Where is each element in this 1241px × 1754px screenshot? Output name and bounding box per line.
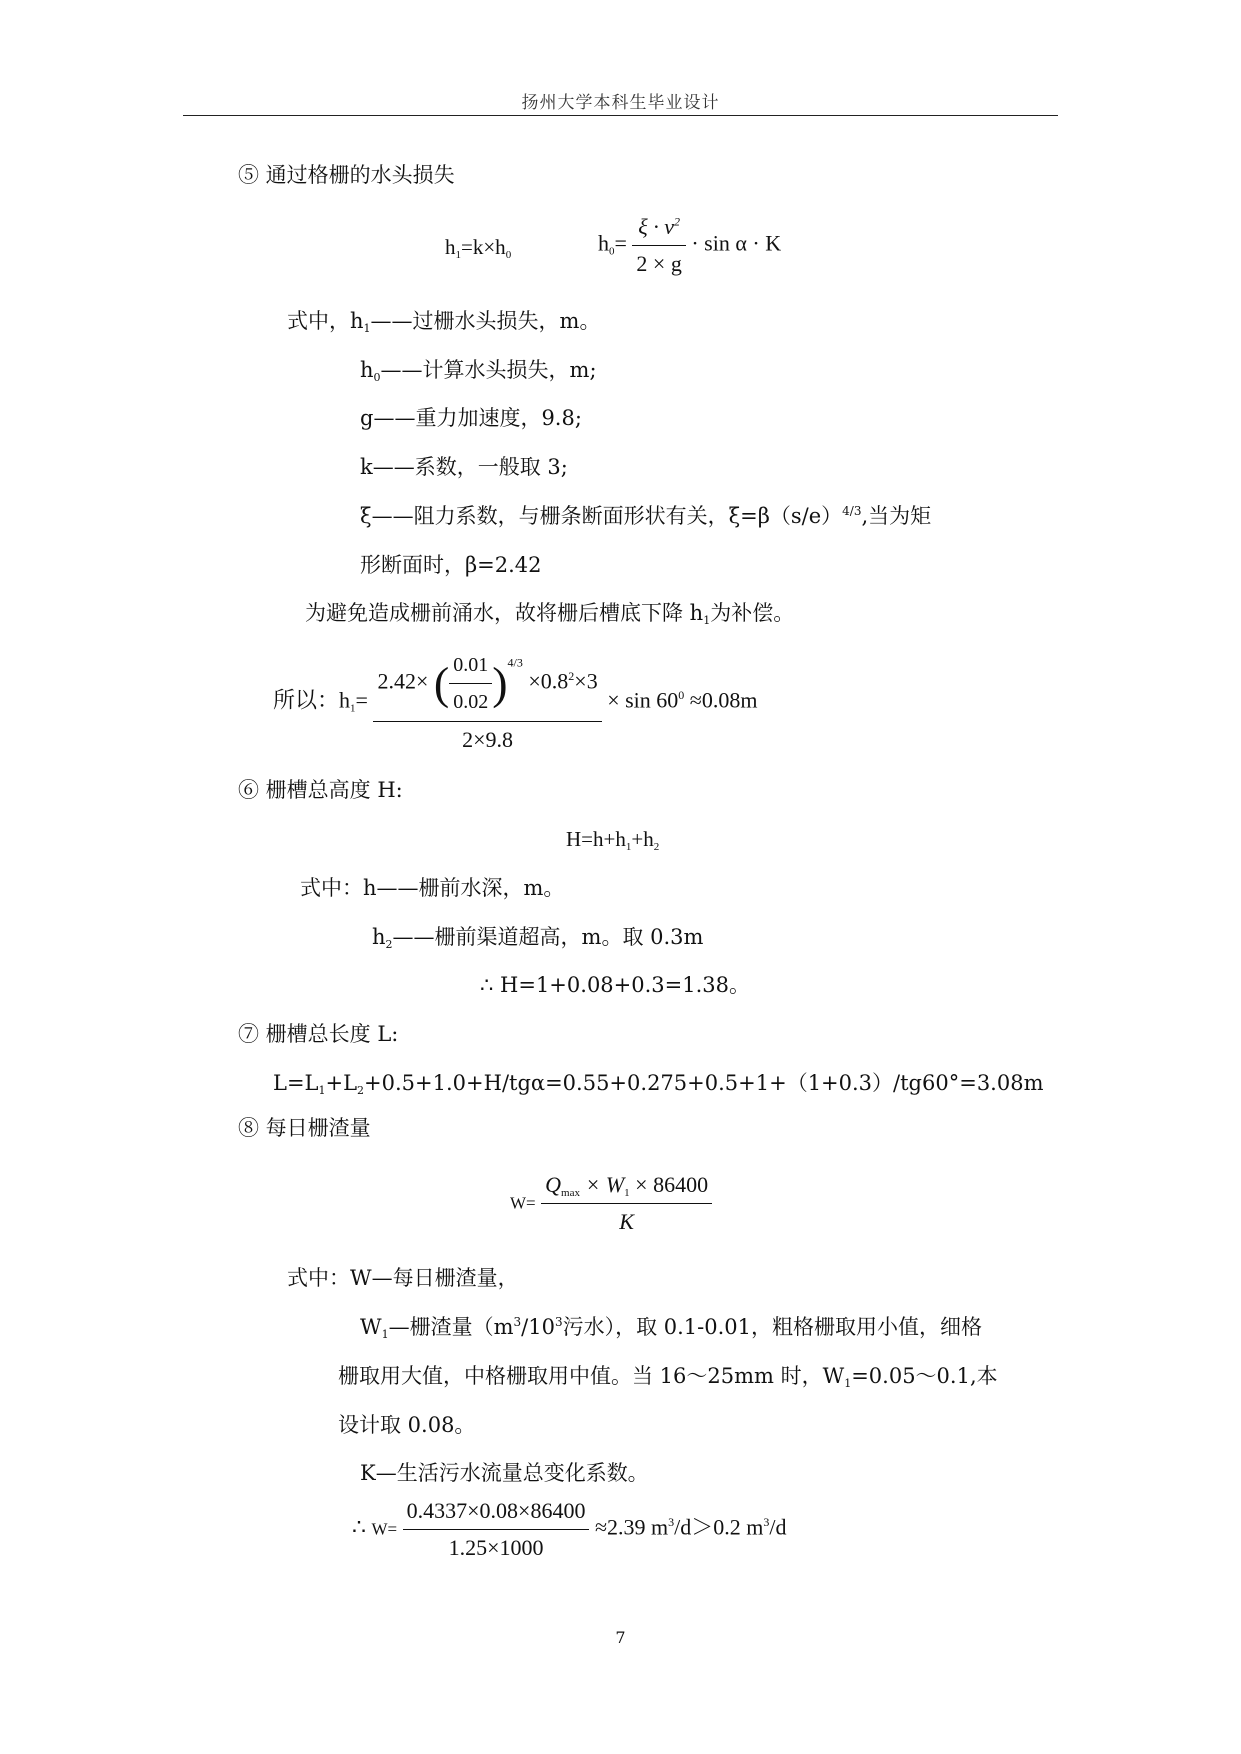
where-k: k——系数，一般取 3; — [360, 455, 568, 479]
formula-h0: $h_0=$ $\frac{\xi \cdot v^2}{2 \times g}$ · sin α · K — [598, 212, 781, 279]
therefore-H: ∴ H=1+0.08+0.3=1.38。 — [480, 973, 751, 997]
where-W: 式中：W—每日栅渣量， — [287, 1266, 519, 1290]
section-8-heading: ⑧ 每日栅渣量 — [238, 1116, 371, 1140]
section-5-heading: ⑤ 通过格栅的水头损失 — [238, 163, 455, 187]
where-W1-cont: 栅取用大值，中格栅取用中值。当 16～25mm 时，$W_1=0.05\sim 0.1$,本 — [338, 1364, 998, 1390]
section-7-heading: ⑦ 栅槽总长度 L: — [238, 1022, 399, 1046]
formula-H: $H=h+h_1+h_2$ — [566, 827, 660, 853]
calc-W: ∴ W= $\frac{0.4337\times 0.08\times 86400}{1.25\times 1000}$ ≈2.39 $m^3/d>0.2$ $m^3/d$ — [352, 1496, 787, 1563]
formula-L: $L=L_1+L_2+0.5+1.0+H/tg\alpha=0.55+0.275+0.5+1+(1+0.3)/tg60^\circ=3.08m$ — [273, 1071, 1044, 1097]
where-W1-value: 设计取 0.08。 — [338, 1413, 476, 1437]
page-header-title: 扬州大学本科生毕业设计 — [521, 93, 720, 113]
where-xi: ξ——阻力系数，与栅条断面形状有关，$\xi=\beta(s/e)^{4/3}$,当为矩 — [360, 504, 932, 528]
page-number: 7 — [615, 1628, 626, 1647]
section-6-heading: ⑥ 栅槽总高度 H: — [238, 778, 403, 802]
header-divider — [183, 115, 1058, 116]
formula-h1: $h_1=k\times h_0$ — [445, 235, 512, 261]
formula-W: W= $\frac{Q_{max} \times W_1 \times 86400}{K}$ — [510, 1170, 712, 1237]
where-K: K—生活污水流量总变化系数。 — [360, 1461, 649, 1485]
where-h2: $h_2——$栅前渠道超高，m。取 0.3m — [372, 925, 704, 951]
where-h: 式中：h——栅前水深，m。 — [300, 876, 565, 900]
calc-h1-fraction: 2.42× ( $\frac{0.01}{0.02}$ )$^{4/3} \times 0.8^2\times 3$ 2×9.8 — [373, 650, 601, 755]
avoid-note: 为避免造成栅前涌水，故将栅后槽底下降 $h_1$为补偿。 — [305, 601, 795, 627]
where-g: g——重力加速度，9.8; — [360, 406, 582, 430]
where-h0: $h_0——$计算水头损失，m; — [360, 358, 597, 384]
where-W1: $W_1—$栅渣量（$m^3/10^3$污水），取 0.1-0.01，粗格栅取用小值，细格 — [360, 1315, 983, 1341]
where-beta: 形断面时，β=2.42 — [360, 553, 542, 577]
calc-W-fraction: $\frac{0.4337\times 0.08\times 86400}{1.25\times 1000}$ — [403, 1496, 590, 1563]
where-h1: 式中，$h_1——$过栅水头损失，m。 — [287, 309, 601, 335]
formula-W-fraction: $\frac{Q_{max} \times W_1 \times 86400}{K}$ — [541, 1170, 712, 1237]
formula-h0-fraction: $\frac{\xi \cdot v^2}{2 \times g}$ — [632, 212, 685, 279]
calc-h1: 所以：$h_1=$ 2.42× ( $\frac{0.01}{0.02}$ )$^{4/3} \times 0.8^2\times 3$ 2×9.8 × $\sin 60^0 \approx 0.08m$ — [273, 650, 758, 755]
